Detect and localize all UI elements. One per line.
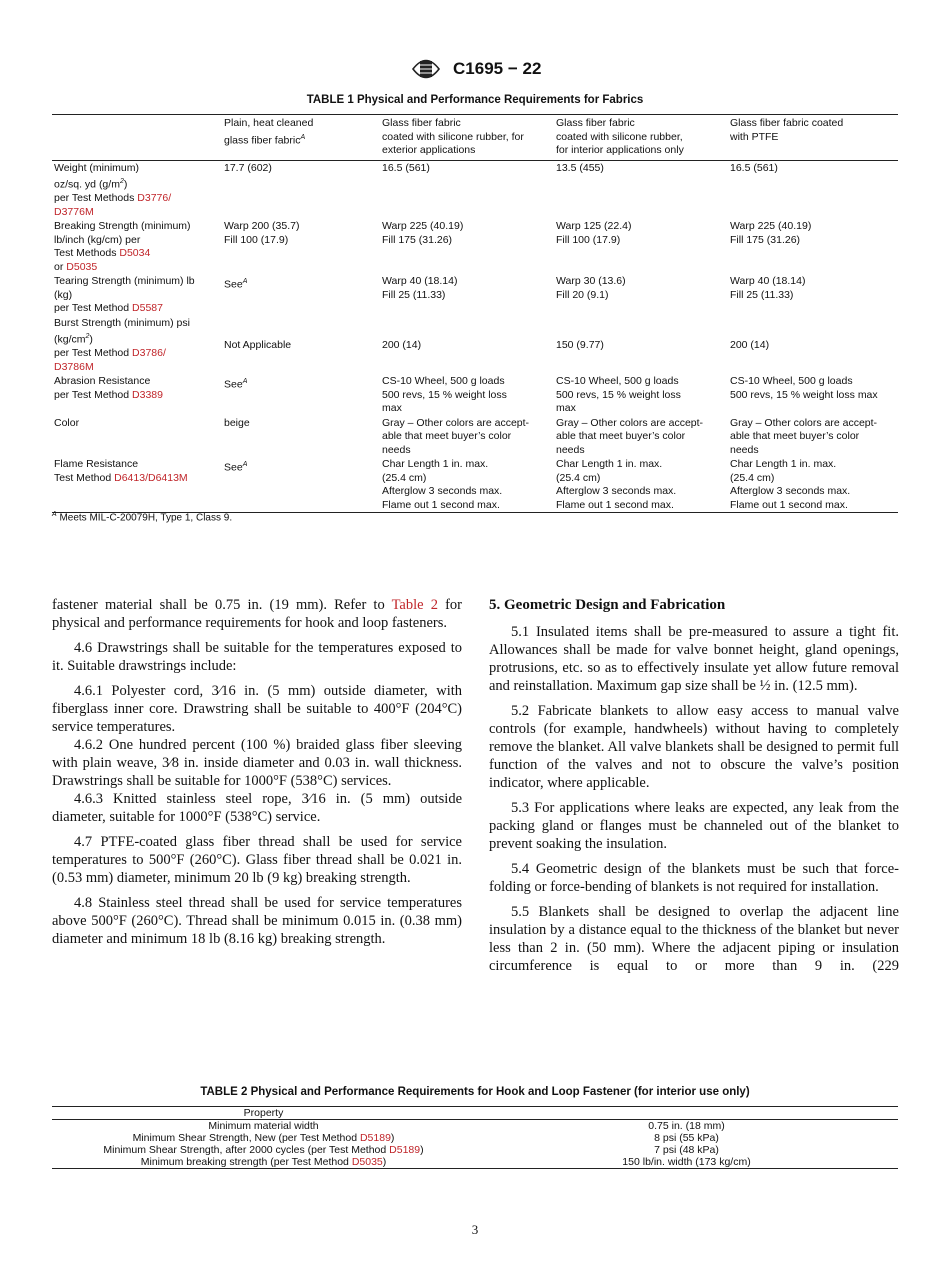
link-d5189[interactable]: D5189 bbox=[359, 1132, 391, 1144]
cell: CS-10 Wheel, 500 g loads 500 revs, 15 % weight loss max bbox=[556, 375, 681, 414]
table-row-flame bbox=[52, 457, 898, 513]
cell: Warp 225 (40.19) Fill 175 (31.26) bbox=[382, 220, 464, 246]
right-column bbox=[489, 596, 899, 982]
page-header bbox=[0, 56, 950, 82]
cell: CS-10 Wheel, 500 g loads 500 revs, 15 % weight loss max bbox=[382, 375, 507, 414]
paragraph-5-2: 5.2 Fabricate blankets to allow easy access to manual valve controls (for example, handwheels) without having to completely remove the blanket. All valve blankets shall be designed to permit full function of the valves and not to obscure the valve’s position indicator, where applicable. bbox=[489, 703, 899, 791]
link-d6413[interactable]: D6413/D6413M bbox=[114, 471, 188, 484]
header-value bbox=[475, 1107, 898, 1120]
link-d5034[interactable]: D5034 bbox=[119, 247, 151, 259]
link-d5587[interactable]: D5587 bbox=[132, 302, 163, 314]
table1-header-row bbox=[52, 115, 898, 161]
table-row bbox=[52, 1120, 898, 1133]
table-row bbox=[52, 1132, 898, 1144]
paragraph-4-6: 4.6 Drawstrings shall be suitable for the temperatures exposed to it. Suitable drawstrings include: bbox=[52, 640, 462, 674]
cell: 200 (14) bbox=[730, 338, 770, 351]
cell: 150 (9.77) bbox=[556, 338, 604, 351]
property-cell: Minimum Shear Strength, New (per Test Method D5189) bbox=[132, 1132, 395, 1144]
property-cell: Minimum breaking strength (per Test Method D5035) bbox=[140, 1156, 387, 1168]
cell: See$^A$ bbox=[224, 378, 248, 391]
cell: Char Length 1 in. max. (25.4 cm) Afterglow 3 seconds max. Flame out 1 second max. bbox=[382, 458, 503, 511]
cell: Warp 40 (18.14) Fill 25 (11.33) bbox=[730, 275, 806, 301]
property-abrasion: Abrasion Resistance per Test Method D3389 bbox=[54, 375, 163, 401]
cell: Warp 40 (18.14) Fill 25 (11.33) bbox=[382, 275, 458, 301]
paragraph-5-5: 5.5 Blankets shall be designed to overlap the adjacent line insulation by a distance equal to the thickness of the blanket but never less than 2 in. (50 mm). Where the adjacent piping or insulation circumference is equal to or more than 9 in. (229 bbox=[489, 904, 899, 974]
document-id: C1695 − 22 bbox=[453, 59, 542, 78]
table-row-color bbox=[52, 416, 898, 458]
link-table-2[interactable]: Table 2 bbox=[391, 597, 438, 613]
paragraph-4-6-3: 4.6.3 Knitted stainless steel rope, 3⁄16 in. (5 mm) outside diameter, suitable for 1000°F (538°C) service. bbox=[52, 791, 462, 825]
astm-logo-icon bbox=[409, 56, 443, 82]
cell: 16.5 (561) bbox=[730, 161, 778, 174]
table-row bbox=[52, 1144, 898, 1156]
link-d3776m[interactable]: D3776M bbox=[54, 205, 94, 218]
property-tearing: Tearing Strength (minimum) lb (kg) per Test Method D5587 bbox=[54, 275, 195, 314]
table1-footnote: $^A$ Meets MIL-C-20079H, Type 1, Class 9. bbox=[52, 511, 233, 524]
paragraph-4-7: 4.7 PTFE-coated glass fiber thread shall be used for service temperatures to 500°F (260°C). Glass fiber thread shall be 0.021 in. (0.53 mm) diameter, minimum 20 lb (9 kg) breaking strength. bbox=[52, 834, 462, 886]
cell: Char Length 1 in. max. (25.4 cm) Afterglow 3 seconds max. Flame out 1 second max. bbox=[730, 458, 851, 511]
table-row-tearing bbox=[52, 274, 898, 316]
property-color: Color bbox=[54, 416, 80, 429]
table-row-abrasion bbox=[52, 374, 898, 416]
property-weight: Weight (minimum) oz/sq. yd $(g/m^2)$ per Test Methods D3776/ D3776M bbox=[54, 161, 172, 218]
table-row bbox=[52, 1156, 898, 1169]
paragraph-5-1: 5.1 Insulated items shall be pre-measured to assure a tight fit. Allowances shall be made for valve bonnet height, gland openings, protrusions, etc. so as to effectively insulate yet allow future removal and reinstallation. Maximum gap size shall be ½ in. (12.5 mm). bbox=[489, 624, 899, 694]
link-d5189[interactable]: D5189 bbox=[389, 1144, 421, 1156]
property-flame: Flame Resistance Test Method D6413/D6413M bbox=[54, 458, 188, 484]
cell: See$^A$ bbox=[224, 461, 248, 474]
cell: Char Length 1 in. max. (25.4 cm) Afterglow 3 seconds max. Flame out 1 second max. bbox=[556, 458, 677, 511]
header-property: Property bbox=[243, 1107, 284, 1119]
cell: Warp 225 (40.19) Fill 175 (31.26) bbox=[730, 220, 812, 246]
property-cell: Minimum Shear Strength, after 2000 cycles (per Test Method D5189) bbox=[103, 1144, 424, 1156]
paragraph-5-4: 5.4 Geometric design of the blankets must be such that force-folding or force-bending of blankets is not required for installation. bbox=[489, 861, 899, 895]
value-cell: 7 psi (48 kPa) bbox=[654, 1144, 719, 1156]
link-d5035[interactable]: D5035 bbox=[351, 1156, 383, 1168]
property-breaking: Breaking Strength (minimum) lb/inch (kg/cm) per Test Methods D5034 or D5035 bbox=[54, 220, 191, 273]
section-heading-5: 5. Geometric Design and Fabrication bbox=[489, 597, 726, 613]
header-ptfe: Glass fiber fabric coated with PTFE bbox=[730, 117, 844, 143]
cell: Warp 200 (35.7) Fill 100 (17.9) bbox=[224, 220, 300, 246]
cell: 17.7 (602) bbox=[224, 161, 272, 174]
table2-header-row bbox=[52, 1107, 898, 1120]
value-cell: 150 lb/in. width (173 kg/cm) bbox=[622, 1156, 751, 1168]
cell: See$^A$ bbox=[224, 278, 248, 291]
link-d3786m[interactable]: D3786M bbox=[54, 360, 94, 373]
link-d3389[interactable]: D3389 bbox=[132, 388, 163, 401]
link-d3776[interactable]: D3776/ bbox=[137, 192, 172, 204]
header-silicone-interior: Glass fiber fabric coated with silicone rubber, for interior applications only bbox=[556, 117, 684, 156]
table-row-breaking bbox=[52, 219, 898, 274]
link-d3786[interactable]: D3786/ bbox=[132, 347, 166, 359]
header-silicone-exterior: Glass fiber fabric coated with silicone rubber, for exterior applications bbox=[382, 117, 524, 156]
cell: Gray – Other colors are accept- able that meet buyer’s color needs bbox=[730, 416, 878, 456]
cell: 16.5 (561) bbox=[382, 161, 430, 174]
value-cell: 0.75 in. (18 mm) bbox=[648, 1120, 725, 1132]
table-row-burst bbox=[52, 316, 898, 375]
header-cell-empty bbox=[52, 115, 222, 161]
cell: 200 (14) bbox=[382, 338, 422, 351]
cell: Not Applicable bbox=[224, 338, 292, 351]
table1 bbox=[52, 114, 898, 513]
cell: Warp 30 (13.6) Fill 20 (9.1) bbox=[556, 275, 626, 301]
table2 bbox=[52, 1106, 898, 1169]
paragraph-5-3: 5.3 For applications where leaks are expected, any leak from the packing gland or flanges must be channeled out of the blanket to prevent soaking the insulation. bbox=[489, 800, 899, 852]
cell: Warp 125 (22.4) Fill 100 (17.9) bbox=[556, 220, 632, 246]
header-plain-fabric: Plain, heat cleaned glass fiber fabric$^A$ bbox=[224, 117, 314, 146]
table-row-weight bbox=[52, 160, 898, 219]
cell: 13.5 (455) bbox=[556, 161, 604, 174]
value-cell: 8 psi (55 kPa) bbox=[654, 1132, 719, 1144]
table1-caption: TABLE 1 Physical and Performance Requirements for Fabrics bbox=[306, 94, 644, 106]
cell: CS-10 Wheel, 500 g loads 500 revs, 15 % weight loss max bbox=[730, 375, 878, 401]
paragraph-fastener: fastener material shall be 0.75 in. (19 mm). Refer to Table 2 for physical and performance requirements for hook and loop fasteners. bbox=[52, 597, 462, 631]
paragraph-4-8: 4.8 Stainless steel thread shall be used for service temperatures above 500°F (260°C). Thread shall be minimum 0.015 in. (0.38 mm) diameter and minimum 18 lb (8.16 kg) breaking strength. bbox=[52, 895, 462, 947]
page-number: 3 bbox=[471, 1222, 479, 1237]
paragraph-4-6-2: 4.6.2 One hundred percent (100 %) braided glass fiber sleeving with plain weave, 3⁄8 in. inside diameter and 0.03 in. wall thickness. Drawstrings shall be suitable for 1000°F (538°C) services. bbox=[52, 737, 462, 789]
left-column bbox=[52, 596, 462, 955]
cell: beige bbox=[224, 416, 250, 429]
cell: Gray – Other colors are accept- able that meet buyer’s color needs bbox=[556, 416, 704, 456]
cell: Gray – Other colors are accept- able that meet buyer’s color needs bbox=[382, 416, 530, 456]
paragraph-4-6-1: 4.6.1 Polyester cord, 3⁄16 in. (5 mm) outside diameter, with fiberglass inner core. Drawstring shall be suitable to 400°F (204°C) service temperatures. bbox=[52, 683, 462, 735]
link-d5035[interactable]: D5035 bbox=[66, 260, 98, 273]
property-cell: Minimum material width bbox=[208, 1120, 319, 1132]
property-burst: Burst Strength (minimum) psi $(kg/cm^2)$ per Test Method D3786/ D3786M bbox=[54, 316, 190, 373]
table2-caption: TABLE 2 Physical and Performance Requirements for Hook and Loop Fastener (for interior use only) bbox=[200, 1086, 750, 1098]
